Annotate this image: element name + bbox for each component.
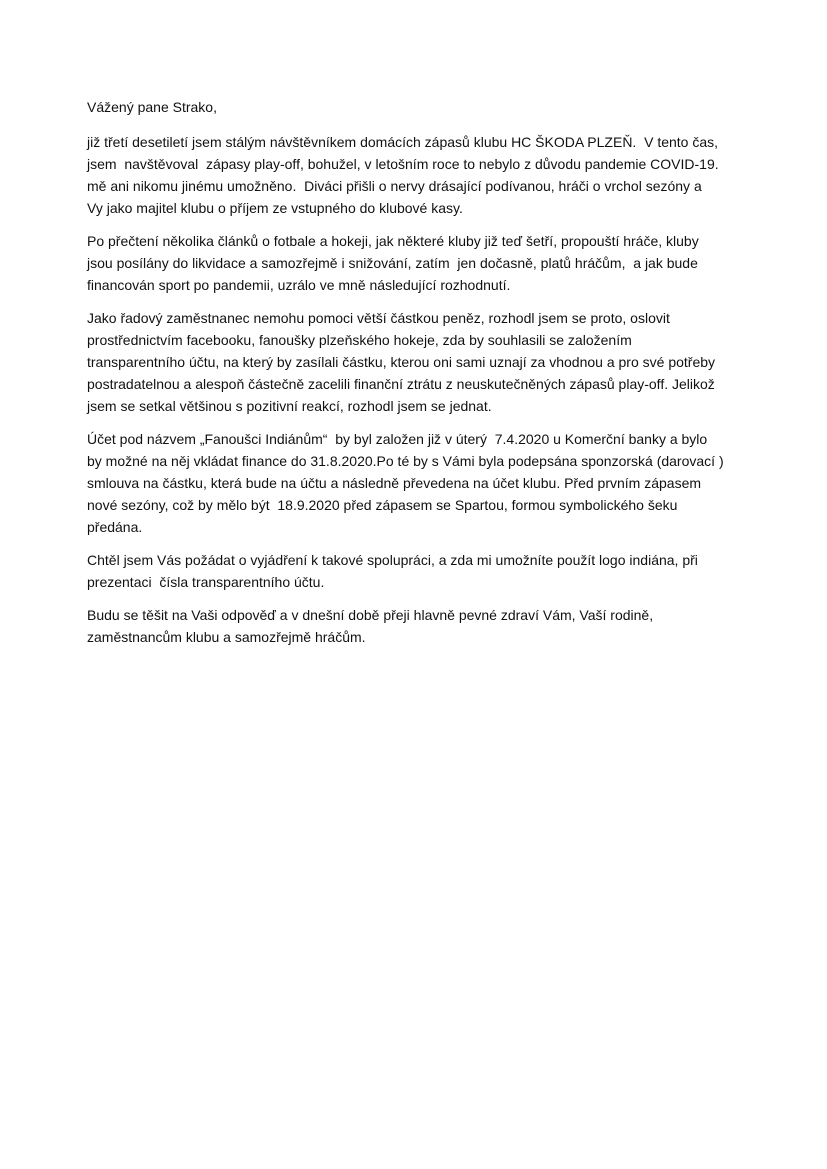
text-line: prostřednictvím facebooku, fanoušky plzeňského hokeje, zda by souhlasili se založením (87, 332, 632, 348)
text-line: jsou posílány do likvidace a samozřejmě i snižování, zatím jen dočasně, platů hráčům, a jak bude (87, 255, 698, 271)
letter-body (87, 96, 742, 659)
text-line: jsem navštěvoval zápasy play-off, bohužel, v letošním roce to nebylo z důvodu pandemie COVID-19. (87, 156, 719, 172)
text-line: Chtěl jsem Vás požádat o vyjádření k takové spolupráci, a zda mi umožníte použít logo indiána, při (87, 552, 698, 568)
text-line: smlouva na částku, která bude na účtu a následně převedena na účet klubu. Před prvním zápasem (87, 475, 702, 491)
text-line: postradatelnou a alespoň částečně zacelili finanční ztrátu z neuskutečněných zápasů play-off. Jelikož (87, 376, 715, 392)
text-line: prezentaci čísla transparentního účtu. (87, 574, 325, 590)
text-line: již třetí desetiletí jsem stálým návštěvníkem domácích zápasů klubu HC ŠKODA PLZEŇ. V tento čas, (87, 134, 719, 150)
paragraph-2 (87, 230, 742, 296)
text-line: jsem se setkal většinou s pozitivní reakcí, rozhodl jsem se jednat. (87, 398, 492, 414)
text-line: Účet pod názvem „Fanoušci Indiánům“ by byl založen již v úterý 7.4.2020 u Komerční banky a bylo (87, 431, 708, 447)
paragraph-3 (87, 307, 742, 417)
text-line: nové sezóny, což by mělo být 18.9.2020 před zápasem se Spartou, formou symbolického šeku (87, 497, 678, 513)
text-line: zaměstnancům klubu a samozřejmě hráčům. (87, 629, 366, 645)
text-line: Budu se těšit na Vaši odpověď a v dnešní době přeji hlavně pevné zdraví Vám, Vaší rodině, (87, 607, 654, 623)
text-line: Po přečtení několika článků o fotbale a hokeji, jak některé kluby již teď šetří, propouští hráče, kluby (87, 233, 699, 249)
text-line: by možné na něj vkládat finance do 31.8.2020.Po té by s Vámi byla podepsána sponzorská (darovací ) (87, 453, 724, 469)
paragraph-1 (87, 131, 742, 219)
text-line: transparentního účtu, na který by zasílali částku, kterou oni sami uznají za vhodnou a pro své potřeby (87, 354, 716, 370)
text-line: Vy jako majitel klubu o příjem ze vstupného do klubové kasy. (87, 200, 463, 216)
text-line: předána. (87, 519, 143, 535)
salutation: Vážený pane Strako, (87, 99, 217, 115)
paragraph-5 (87, 549, 742, 593)
text-line: mě ani nikomu jinému umožněno. Diváci přišli o nervy drásající podívanou, hráči o vrchol sezóny a (87, 178, 702, 194)
text-line: Jako řadový zaměstnanec nemohu pomoci větší částkou peněz, rozhodl jsem se proto, oslovit (87, 310, 670, 326)
text-line: financován sport po pandemii, uzrálo ve mně následující rozhodnutí. (87, 277, 511, 293)
paragraph-4 (87, 428, 742, 538)
paragraph-6 (87, 604, 742, 648)
